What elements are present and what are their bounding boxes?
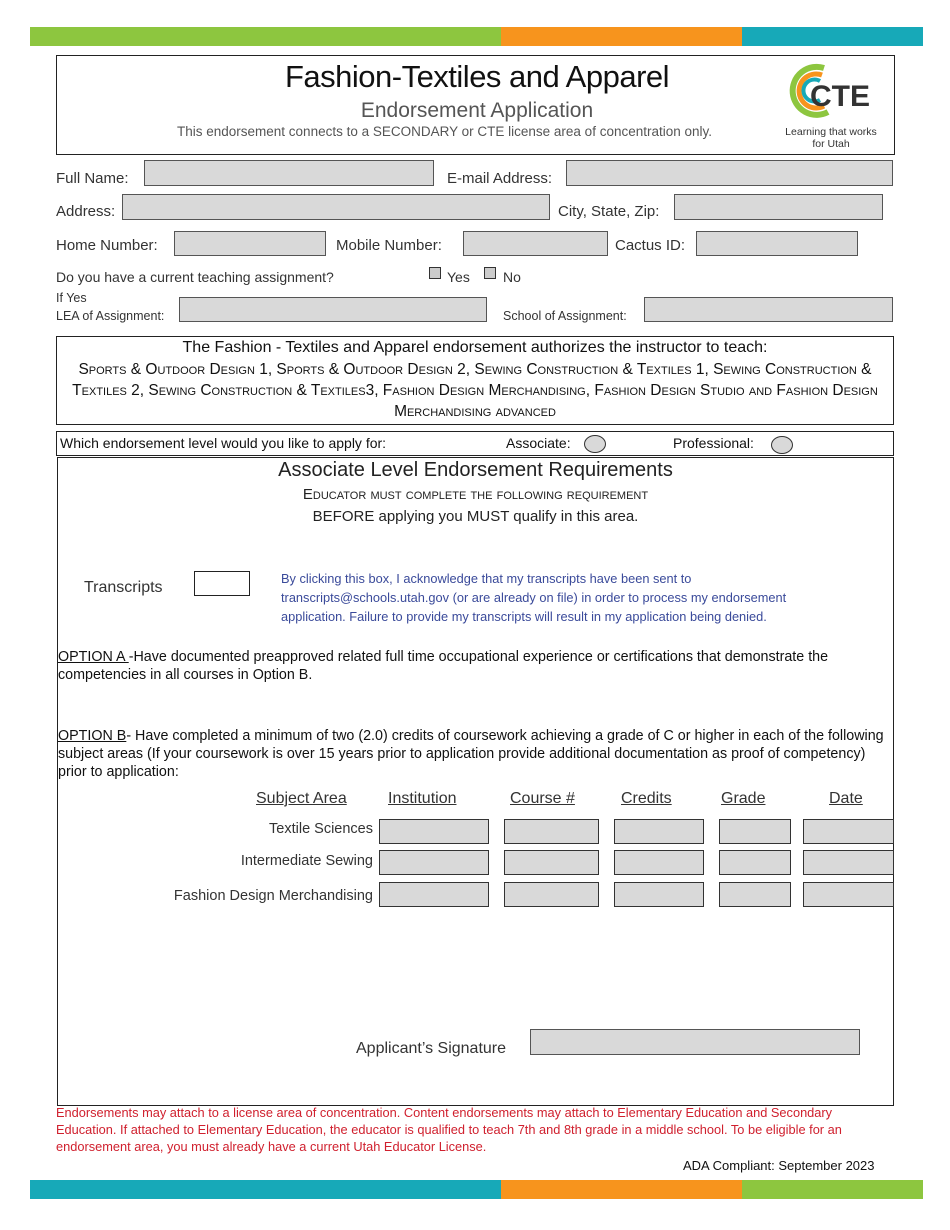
teaching-no-label: No <box>503 269 521 285</box>
transcripts-label: Transcripts <box>84 579 163 596</box>
requirements-heading: Associate Level Endorsement Requirements <box>278 459 673 481</box>
lea-label: LEA of Assignment: <box>56 309 165 323</box>
option-a <box>58 648 888 684</box>
sewing-credits-input[interactable] <box>614 850 704 875</box>
textile-course-input[interactable] <box>504 819 599 844</box>
professional-radio[interactable] <box>771 436 793 454</box>
authorizes-courses: Sports & Outdoor Design 1, Sports & Outdoor Design 2, Sewing Construction & Textiles 1, Sewing Construction & Textiles 2, Sewing Construction & Textiles3, Fashion Design Merchandising, Fashion Design Studio and Fashion Design Merchandising advanced <box>72 361 878 420</box>
fdm-course-input[interactable] <box>504 882 599 907</box>
cactus-id-input[interactable] <box>696 231 858 256</box>
mobile-number-input[interactable] <box>463 231 608 256</box>
requirements-sub2: BEFORE applying you MUST qualify in this area. <box>312 508 639 525</box>
sewing-course-input[interactable] <box>504 850 599 875</box>
cactus-id-label: Cactus ID: <box>615 237 686 254</box>
address-label: Address: <box>56 203 116 220</box>
teaching-no-checkbox[interactable] <box>484 267 496 279</box>
requirements-box <box>57 457 894 1106</box>
signature-input[interactable] <box>530 1029 860 1055</box>
option-a-text: -Have documented preapproved related full time occupational experience or certifications that demonstrate the competencies in all courses in Option B. <box>58 649 829 683</box>
address-input[interactable] <box>122 194 550 220</box>
bottom-bar-teal <box>30 1180 501 1199</box>
cte-logo-tagline: Learning that works for Utah <box>785 126 877 150</box>
row-label-fashion-design-merchandising: Fashion Design Merchandising <box>173 888 373 904</box>
transcripts-checkbox[interactable] <box>194 571 250 596</box>
level-box <box>56 431 894 456</box>
sewing-institution-input[interactable] <box>379 850 489 875</box>
top-bar-teal <box>742 27 923 46</box>
textile-institution-input[interactable] <box>379 819 489 844</box>
col-credits: Credits <box>621 790 672 807</box>
professional-label: Professional: <box>673 435 754 451</box>
teaching-yes-checkbox[interactable] <box>429 267 441 279</box>
page-title: Fashion-Textiles and Apparel <box>284 59 670 94</box>
home-number-label: Home Number: <box>56 237 158 254</box>
bottom-bar-green <box>742 1180 923 1199</box>
school-input[interactable] <box>644 297 893 322</box>
teaching-yes-label: Yes <box>447 269 470 285</box>
col-subject-area: Subject Area <box>256 790 347 807</box>
option-b-label: OPTION B <box>58 728 127 744</box>
email-label: E-mail Address: <box>447 170 553 187</box>
requirements-sub1: Educator must complete the following requirement <box>302 486 649 503</box>
license-note: This endorsement connects to a SECONDARY or CTE license area of concentration only. <box>177 124 713 139</box>
cte-logo <box>780 58 890 153</box>
col-grade: Grade <box>721 790 766 807</box>
mobile-number-label: Mobile Number: <box>336 237 442 254</box>
row-label-textile-sciences: Textile Sciences <box>269 821 373 837</box>
email-input[interactable] <box>566 160 893 186</box>
authorizes-intro: The Fashion - Textiles and Apparel endorsement authorizes the instructor to teach: <box>182 339 768 356</box>
col-date: Date <box>829 790 863 807</box>
header-box <box>56 55 895 155</box>
col-institution: Institution <box>388 790 457 807</box>
fdm-institution-input[interactable] <box>379 882 489 907</box>
ada-compliance: ADA Compliant: September 2023 <box>683 1158 875 1173</box>
associate-radio[interactable] <box>584 435 606 453</box>
sewing-date-input[interactable] <box>803 850 894 875</box>
option-a-label: OPTION A <box>58 649 129 665</box>
full-name-label: Full Name: <box>56 170 129 187</box>
footer-disclaimer: Endorsements may attach to a license area of concentration. Content endorsements may attach to Elementary Education and Secondary Education. If attached to Elementary Education, the educator is qualified to teach 7th and 8th grade in a middle school. To be eligible for an endorsement area, you must already have a current Utah Educator License. <box>56 1105 842 1154</box>
page-subtitle: Endorsement Application <box>360 99 594 122</box>
col-course-number: Course # <box>510 790 575 807</box>
option-b-text: - Have completed a minimum of two (2.0) credits of coursework achieving a grade of C or higher in each of the following subject areas (If your coursework is over 15 years prior to application provide additional documentation as proof of competency) prior to application: <box>58 728 884 780</box>
fdm-credits-input[interactable] <box>614 882 704 907</box>
option-b <box>58 727 888 781</box>
transcripts-note: By clicking this box, I acknowledge that my transcripts have been sent to transcripts@schools.utah.gov (or are already on file) in order to process my endorsement application. Failure to provide my transcripts will result in my application being denied. <box>281 571 787 624</box>
city-input[interactable] <box>674 194 883 220</box>
if-yes-label: If Yes <box>56 291 87 305</box>
associate-label: Associate: <box>506 435 571 451</box>
lea-input[interactable] <box>179 297 487 322</box>
fdm-date-input[interactable] <box>803 882 894 907</box>
school-label: School of Assignment: <box>503 309 627 323</box>
level-question: Which endorsement level would you like to apply for: <box>60 435 387 451</box>
bottom-bar-orange <box>501 1180 742 1199</box>
textile-grade-input[interactable] <box>719 819 791 844</box>
textile-credits-input[interactable] <box>614 819 704 844</box>
sewing-grade-input[interactable] <box>719 850 791 875</box>
authorizes-box <box>56 336 894 425</box>
cte-logo-text: CTE <box>810 80 870 113</box>
home-number-input[interactable] <box>174 231 326 256</box>
top-bar-orange <box>501 27 742 46</box>
signature-label: Applicant’s Signature <box>356 1040 507 1057</box>
textile-date-input[interactable] <box>803 819 894 844</box>
fdm-grade-input[interactable] <box>719 882 791 907</box>
city-label: City, State, Zip: <box>558 203 660 220</box>
teaching-question: Do you have a current teaching assignment? <box>56 269 334 285</box>
top-bar-green <box>30 27 501 46</box>
row-label-intermediate-sewing: Intermediate Sewing <box>240 853 373 869</box>
full-name-input[interactable] <box>144 160 434 186</box>
